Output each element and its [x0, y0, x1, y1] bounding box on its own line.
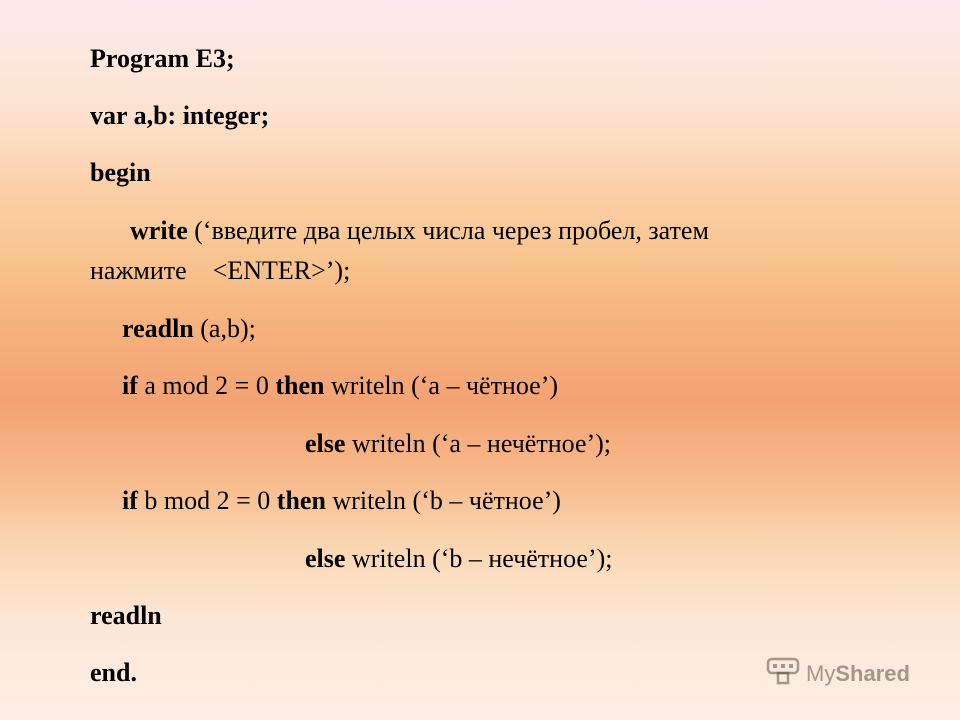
keyword-then: then [276, 486, 326, 515]
condition-a: a mod 2 = 0 [137, 371, 276, 400]
then-branch-b: writeln (‘b – чётное’) [325, 486, 561, 515]
watermark-text: MyShared [806, 661, 910, 686]
write-args: (‘введите два целых числа через пробел, затем [187, 216, 709, 245]
myshared-watermark [766, 656, 910, 692]
code-line-else-a [305, 429, 611, 459]
keyword-else: else [305, 429, 346, 458]
keyword-readln: readln [122, 314, 194, 343]
keyword-else: else [305, 544, 346, 573]
keyword-if: if [122, 371, 138, 400]
readln-args: (a,b); [193, 314, 256, 343]
code-line-readln: readln [90, 601, 162, 630]
mushroom-logo-icon [766, 656, 800, 692]
keyword-if: if [122, 486, 138, 515]
code-line-readln-args [122, 314, 256, 344]
code-line-var: var a,b: integer; [90, 101, 270, 130]
else-branch-a: writeln (‘a – нечётное’); [345, 429, 612, 458]
code-line-begin: begin [90, 158, 151, 187]
code-line-end: end. [90, 658, 137, 687]
then-branch-a: writeln (‘a – чётное’) [324, 371, 559, 400]
code-line-else-b [305, 544, 612, 574]
code-line-write-cont: нажмите <ENTER>’); [90, 256, 351, 285]
code-line-program: Program E3; [90, 44, 235, 73]
else-branch-b: writeln (‘b – нечётное’); [345, 544, 613, 573]
keyword-then: then [275, 371, 325, 400]
condition-b: b mod 2 = 0 [137, 486, 277, 515]
code-line-write [130, 216, 709, 246]
code-line-if-b [122, 486, 561, 516]
keyword-write: write [130, 216, 188, 245]
code-line-if-a [122, 371, 558, 401]
